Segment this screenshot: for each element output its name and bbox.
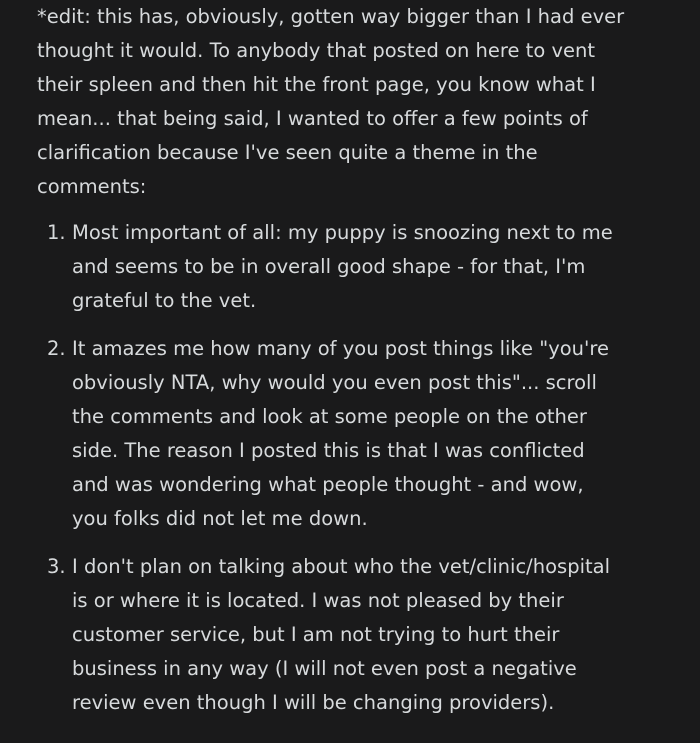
list-item-line: obviously NTA, why would you even post this"... scroll	[72, 371, 597, 394]
list-item-line: It amazes me how many of you post things like "you're	[72, 337, 609, 360]
intro-line: clarification because I've seen quite a theme in the	[37, 141, 538, 164]
intro-line: thought it would. To anybody that posted on here to vent	[37, 39, 595, 62]
list-item-line: business in any way (I will not even post a negative	[72, 657, 577, 680]
intro-paragraph	[37, 0, 700, 204]
list-item-line: and was wondering what people thought - and wow,	[72, 473, 584, 496]
list-item-number: 2.	[47, 337, 66, 360]
list-item	[37, 550, 700, 720]
intro-line: their spleen and then hit the front page, you know what I	[37, 73, 596, 96]
list-item-number: 3.	[47, 555, 66, 578]
list-item-line: I don't plan on talking about who the vet/clinic/hospital	[72, 555, 611, 578]
list-item-line: and seems to be in overall good shape - for that, I'm	[72, 255, 586, 278]
list-item-line: side. The reason I posted this is that I was conflicted	[72, 439, 585, 462]
list-item-line: is or where it is located. I was not pleased by their	[72, 589, 564, 612]
list-item-line: you folks did not let me down.	[72, 507, 368, 530]
intro-line: comments:	[37, 175, 147, 198]
list-item-line: customer service, but I am not trying to hurt their	[72, 623, 560, 646]
list-item	[37, 332, 700, 536]
intro-line: mean... that being said, I wanted to offer a few points of	[37, 107, 588, 130]
clarification-list	[37, 216, 700, 720]
list-item-line: grateful to the vet.	[72, 289, 257, 312]
list-item-number: 1.	[47, 221, 66, 244]
list-item-line: the comments and look at some people on the other	[72, 405, 587, 428]
list-item-line: Most important of all: my puppy is snoozing next to me	[72, 221, 613, 244]
list-item-line: review even though I will be changing providers).	[72, 691, 555, 714]
intro-line: *edit: this has, obviously, gotten way bigger than I had ever	[37, 5, 625, 28]
list-item	[37, 216, 700, 318]
